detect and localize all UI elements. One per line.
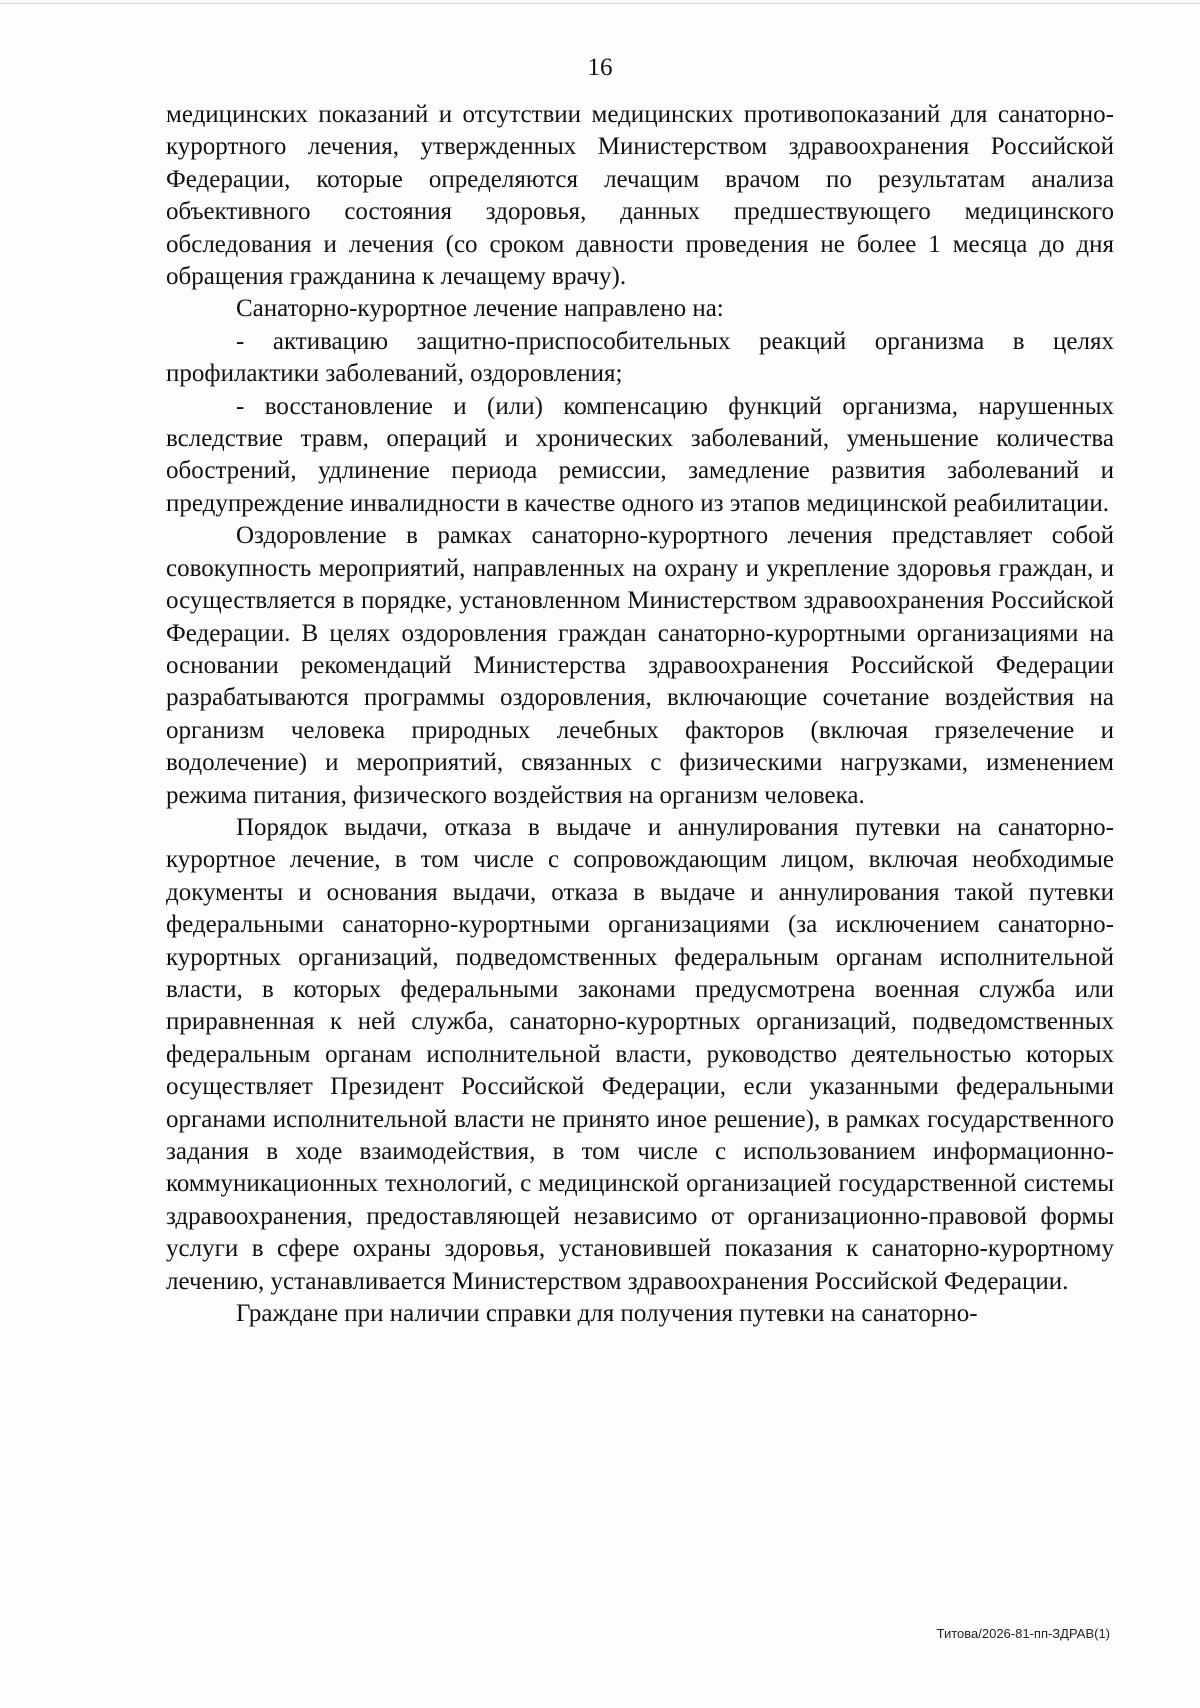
paragraph-continuation: медицинских показаний и отсутствии медицинских противопоказаний для санаторно-курортного лечения, утвержденных Министерством здравоохранения Российской Федерации, которые определяются лечащим врачом по результатам анализа объективного состояния здоровья, данных предшествующего медицинского обследования и лечения (со сроком давности проведения не более 1 месяца до дня обращения гражданина к лечащему врачу). <box>166 101 1114 291</box>
list-item-restoration: - восстановление и (или) компенсацию функций организма, нарушенных вследствие травм, операций и хронических заболеваний, уменьшение количества обострений, удлинение периода ремиссии, замедление развития заболеваний и предупреждение инвалидности в качестве одного из этапов медицинской реабилитации. <box>166 392 1114 517</box>
page-number: 16 <box>587 54 613 81</box>
document-body <box>166 99 1114 1330</box>
paragraph-citizens-certificate: Граждане при наличии справки для получения путевки на санаторно- <box>236 1300 978 1328</box>
footer-document-code: Титова/2026-81-пп-ЗДРАВ(1) <box>936 1626 1110 1641</box>
paragraph-voucher-procedure: Порядок выдачи, отказа в выдаче и аннулирования путевки на санаторно-курортное лечение, в том числе с сопровождающим лицом, включая необходимые документы и основания выдачи, отказа в выдаче и аннулирования такой путевки федеральными санаторно-курортными организациями (за исключением санаторно-курортных организаций, подведомственных федеральным органам исполнительной власти, в которых федеральными законами предусмотрена военная служба или приравненная к ней служба, санаторно-курортных организаций, подведомственных федеральным органам исполнительной власти, руководство деятельностью которых осуществляет Президент Российской Федерации, если указанными федеральными органами исполнительной власти не принято иное решение), в рамках государственного задания в ходе взаимодействия, в том числе с использованием информационно-коммуникационных технологий, с медицинской организацией государственной системы здравоохранения, предоставляющей независимо от организационно-правовой формы услуги в сфере охраны здоровья, установившей показания к санаторно-курортному лечению, устанавливается Министерством здравоохранения Российской Федерации. <box>166 813 1114 1295</box>
scan-edge-line <box>0 3 1200 4</box>
paragraph-treatment-aims: Санаторно-курортное лечение направлено на: <box>236 295 724 323</box>
list-item-activation: - активацию защитно-приспособительных реакций организма в целях профилактики заболеваний, оздоровления; <box>166 327 1114 388</box>
paragraph-health-improvement: Оздоровление в рамках санаторно-курортного лечения представляет собой совокупность мероприятий, направленных на охрану и укрепление здоровья граждан, и осуществляется в порядке, установленном Министерством здравоохранения Российской Федерации. В целях оздоровления граждан санаторно-курортными организациями на основании рекомендаций Министерства здравоохранения Российской Федерации разрабатываются программы оздоровления, включающие сочетание воздействия на организм человека природных лечебных факторов (включая грязелечение и водолечение) и мероприятий, связанных с физическими нагрузками, изменением режима питания, физического воздействия на организм человека. <box>166 522 1114 809</box>
